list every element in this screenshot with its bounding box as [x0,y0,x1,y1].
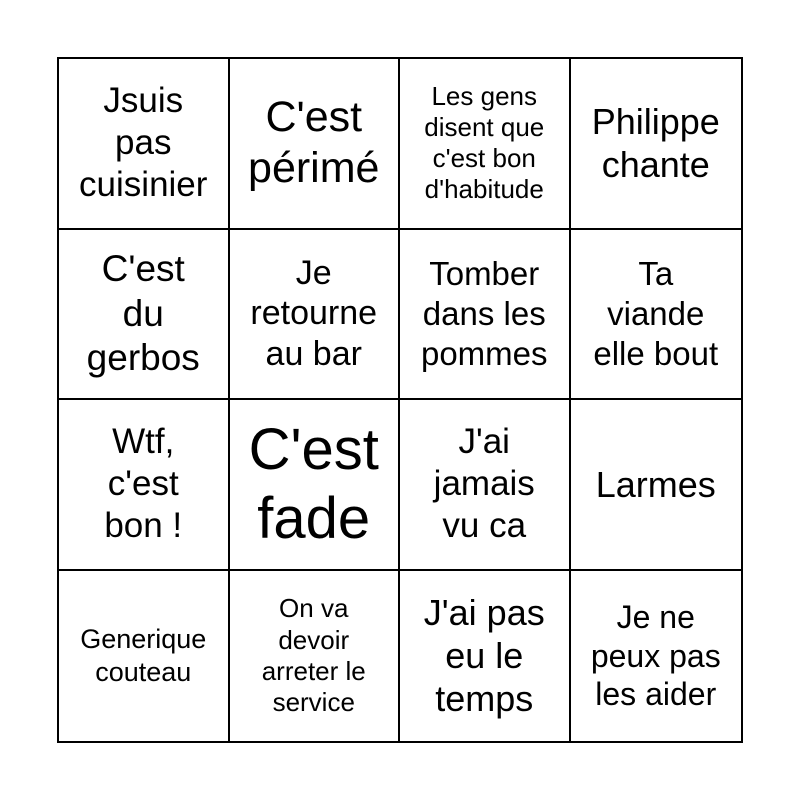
bingo-cell[interactable] [230,571,401,742]
cell-text: On va devoir arreter le service [261,593,366,717]
bingo-cell[interactable] [230,230,401,401]
cell-text: C'est fade [248,416,379,552]
bingo-cell[interactable] [59,400,230,571]
cell-text: Ta viande elle bout [593,255,719,372]
cell-text: Philippe chante [591,101,720,186]
bingo-cell[interactable] [571,230,742,401]
cell-text: Larmes [595,463,716,505]
bingo-cell[interactable] [571,400,742,571]
cell-text: Wtf, c'est bon ! [104,422,183,546]
bingo-cell[interactable] [59,571,230,742]
bingo-cell[interactable] [571,59,742,230]
cell-text: Jsuis pas cuisinier [79,81,208,205]
bingo-board [57,57,743,743]
cell-text: Je retourne au bar [250,253,378,374]
cell-text: C'est périmé [248,92,380,193]
bingo-cell[interactable] [400,59,571,230]
cell-text: J'ai jamais vu ca [433,422,535,546]
cell-text: C'est du gerbos [86,248,200,378]
cell-text: J'ai pas eu le temps [423,591,545,720]
cell-text: Tomber dans les pommes [420,255,548,372]
bingo-cell[interactable] [400,230,571,401]
cell-text: Je ne peux pas les aider [590,599,721,712]
bingo-cell[interactable] [400,400,571,571]
bingo-cell[interactable] [59,59,230,230]
bingo-cell[interactable] [59,230,230,401]
bingo-cell[interactable] [230,59,401,230]
cell-text: Les gens disent que c'est bon d'habitude [424,80,545,205]
bingo-cell[interactable] [230,400,401,571]
bingo-cell[interactable] [400,571,571,742]
cell-text: Generique couteau [80,624,207,687]
bingo-cell[interactable] [571,571,742,742]
